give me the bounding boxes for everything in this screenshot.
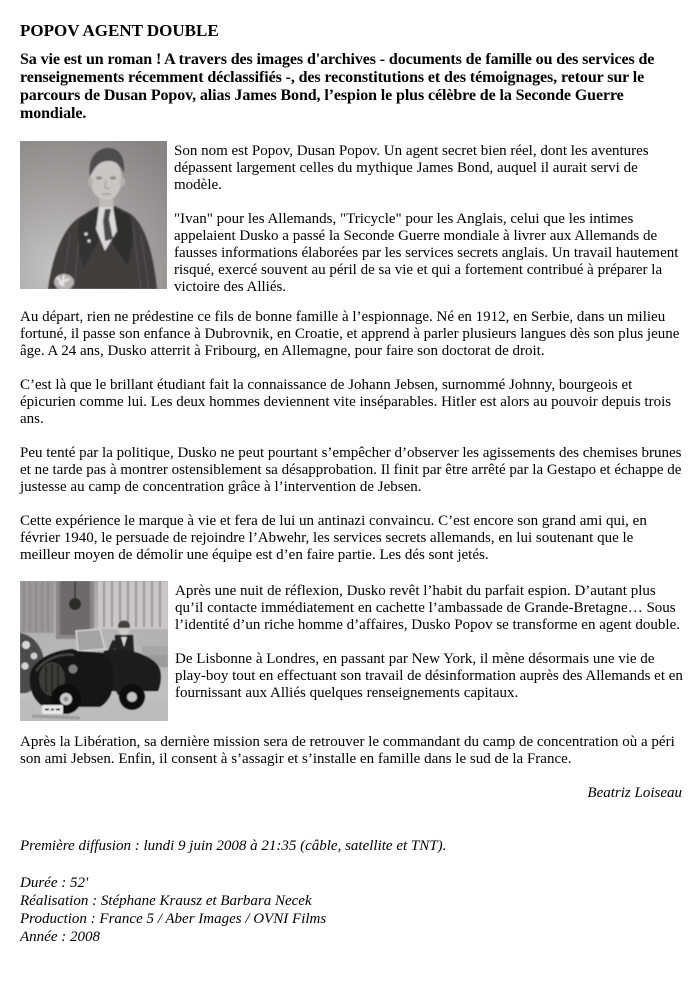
paragraph-au-depart: Au départ, rien ne prédestine ce fils de bonne famille à l’espionnage. Né en 1912, en Serbie, dans un milieu fortuné, il passe son enfance à Dubrovnik, en Croatie, et apprend à parler plusieurs langues dès son plus jeune âge. A 24 ans, Dusko atterrit à Fribourg, en Allemagne, pour faire son doctorat de droit.	[20, 309, 680, 359]
credits-block	[20, 874, 684, 946]
paragraph-gestapo: Peu tenté par la politique, Dusko ne peut pourtant s’empêcher d’observer les agissements des chemises brunes et ne tarde pas à montrer ostensiblement sa désapprobation. Il finit par être arrêté par la Gestapo et échappe de justesse au camp de concentration grâce à l’intervention de Jebsen.	[20, 445, 682, 495]
paragraph-abwehr: Cette expérience le marque à vie et fera de lui un antinazi convaincu. C’est encore son grand ami qui, en février 1940, le persuade de rejoindre l’Abwehr, les services secrets allemands, en lui soutenant que le meilleur moyen de démolir une équipe est d’en faire partie. Les dés sont jetés.	[20, 513, 647, 563]
popov-portrait-photo	[20, 141, 167, 289]
credit-duration: Durée : 52'	[20, 875, 89, 891]
car-section	[20, 581, 684, 721]
popov-car-photo	[20, 581, 168, 721]
popov-portrait-illustration	[20, 141, 167, 289]
paragraph-lisbonne-londres: De Lisbonne à Londres, en passant par New York, il mène désormais une vie de play-boy tout en effectuant son travail de désinformation auprès des Allemands et en fournissant aux Alliés quelques renseignements capitaux.	[175, 651, 683, 701]
portrait-section-text	[174, 141, 684, 296]
car-section-text	[175, 581, 684, 702]
paragraph-jebsen-rencontre: C’est là que le brillant étudiant fait la connaissance de Johann Jebsen, surnommé Johnny, bourgeois et épicurien comme lui. Les deux hommes deviennent vite inséparables. Hitler est alors au pouvoir depuis trois ans.	[20, 377, 672, 427]
paragraph-ivan-tricycle: "Ivan" pour les Allemands, "Tricycle" pour les Anglais, celui que les intimes appelaient Dusko a passé la Seconde Guerre mondiale à livrer aux Allemands de fausses informations élaborées par les services secrets anglais. Un travail hautement risqué, exercé souvent au péril de sa vie et qui a fortement contribué à préparer la victoire des Alliés.	[174, 211, 679, 295]
page-title: POPOV AGENT DOUBLE	[20, 21, 219, 40]
credit-year: Année : 2008	[20, 929, 100, 945]
paragraph-son-nom: Son nom est Popov, Dusan Popov. Un agent secret bien réel, dont les aventures dépassent largement celles du mythique James Bond, auquel il aurait servi de modèle.	[174, 143, 649, 193]
paragraph-parfait-espion: Après une nuit de réflexion, Dusko revêt l’habit du parfait espion. D’autant plus qu’il contacte immédiatement en cachette l’ambassade de Grande-Bretagne… Sous l’identité d’un riche homme d’affaires, Dusko Popov se transforme en agent double.	[175, 583, 680, 633]
portrait-section	[20, 141, 684, 296]
credit-direction: Réalisation : Stéphane Krausz et Barbara Necek	[20, 893, 312, 909]
credit-production: Production : France 5 / Aber Images / OVNI Films	[20, 911, 327, 927]
popov-car-illustration	[20, 581, 168, 721]
paragraph-liberation: Après la Libération, sa dernière mission sera de retrouver le commandant du camp de concentration où a péri son ami Jebsen. Enfin, il consent à s’assagir et s’installe en famille dans le sud de la France.	[20, 734, 675, 767]
intro-paragraph: Sa vie est un roman ! A travers des images d'archives - documents de famille ou des services de renseignements récemment déclassifiés -, des reconstitutions et des témoignages, retour sur le parcours de Dusan Popov, alias James Bond, l’espion le plus célèbre de la Seconde Guerre mondiale.	[20, 51, 655, 122]
author-byline: Beatriz Loiseau	[587, 785, 682, 801]
broadcast-info: Première diffusion : lundi 9 juin 2008 à 21:35 (câble, satellite et TNT).	[20, 838, 447, 854]
